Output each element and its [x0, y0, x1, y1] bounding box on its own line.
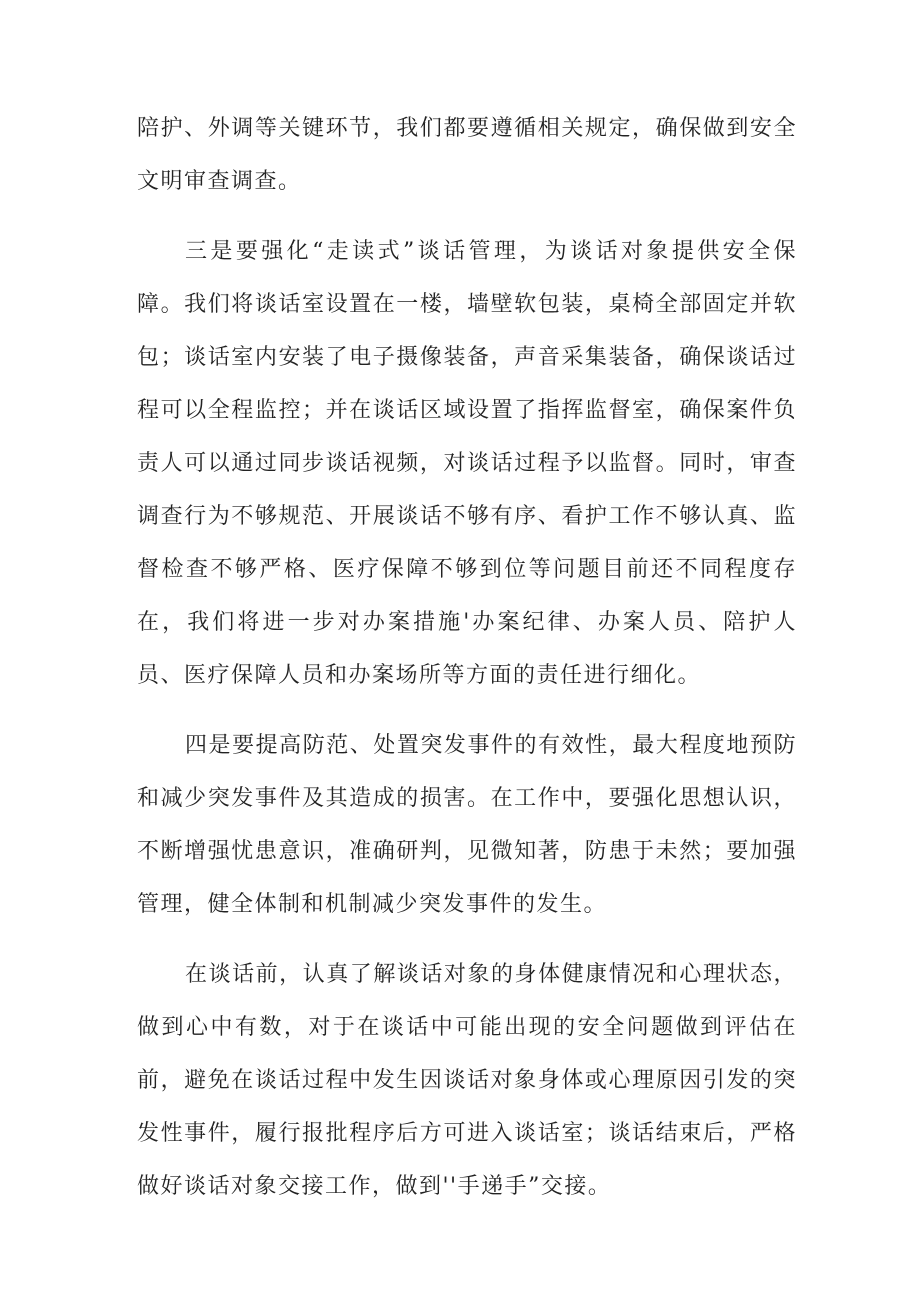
paragraph-point-three: 三是要强化“走读式”谈话管理，为谈话对象提供安全保障。我们将谈话室设置在一楼，墙壁软包装，桌椅全部固定并软包；谈话室内安装了电子摄像装备，声音采集装备，确保谈话过程可以全程监控；并在谈话区域设置了指挥监督室，确保案件负责人可以通过同步谈话视频，对谈话过程予以监督。同时，审查调查行为不够规范、开展谈话不够有序、看护工作不够认真、监督检查不够严格、医疗保障不够到位等问题目前还不同程度存在，我们将进一步对办案措施'办案纪律、办案人员、陪护人员、医疗保障人员和办案场所等方面的责任进行细化。 [137, 239, 797, 688]
paragraph-before-talk: 在谈话前，认真了解谈话对象的身体健康情况和心理状态，做到心中有数，对于在谈话中可能出现的安全问题做到评估在前，避免在谈话过程中发生因谈话对象身体或心理原因引发的突发性事件，履行报批程序后方可进入谈话室；谈话结束后，严格做好谈话对象交接工作，做到''手递手”交接。 [137, 962, 797, 1199]
paragraph-point-four: 四是要提高防范、处置突发事件的有效性，最大程度地预防和减少突发事件及其造成的损害。在工作中，要强化思想认识，不断增强忧患意识，准确研判，见微知著，防患于未然；要加强管理，健全体制和机制减少突发事件的发生。 [137, 733, 797, 917]
paragraph-continuation: 陪护、外调等关键环节，我们都要遵循相关规定，确保做到安全文明审查调查。 [137, 116, 797, 194]
document-page [137, 102, 797, 1213]
